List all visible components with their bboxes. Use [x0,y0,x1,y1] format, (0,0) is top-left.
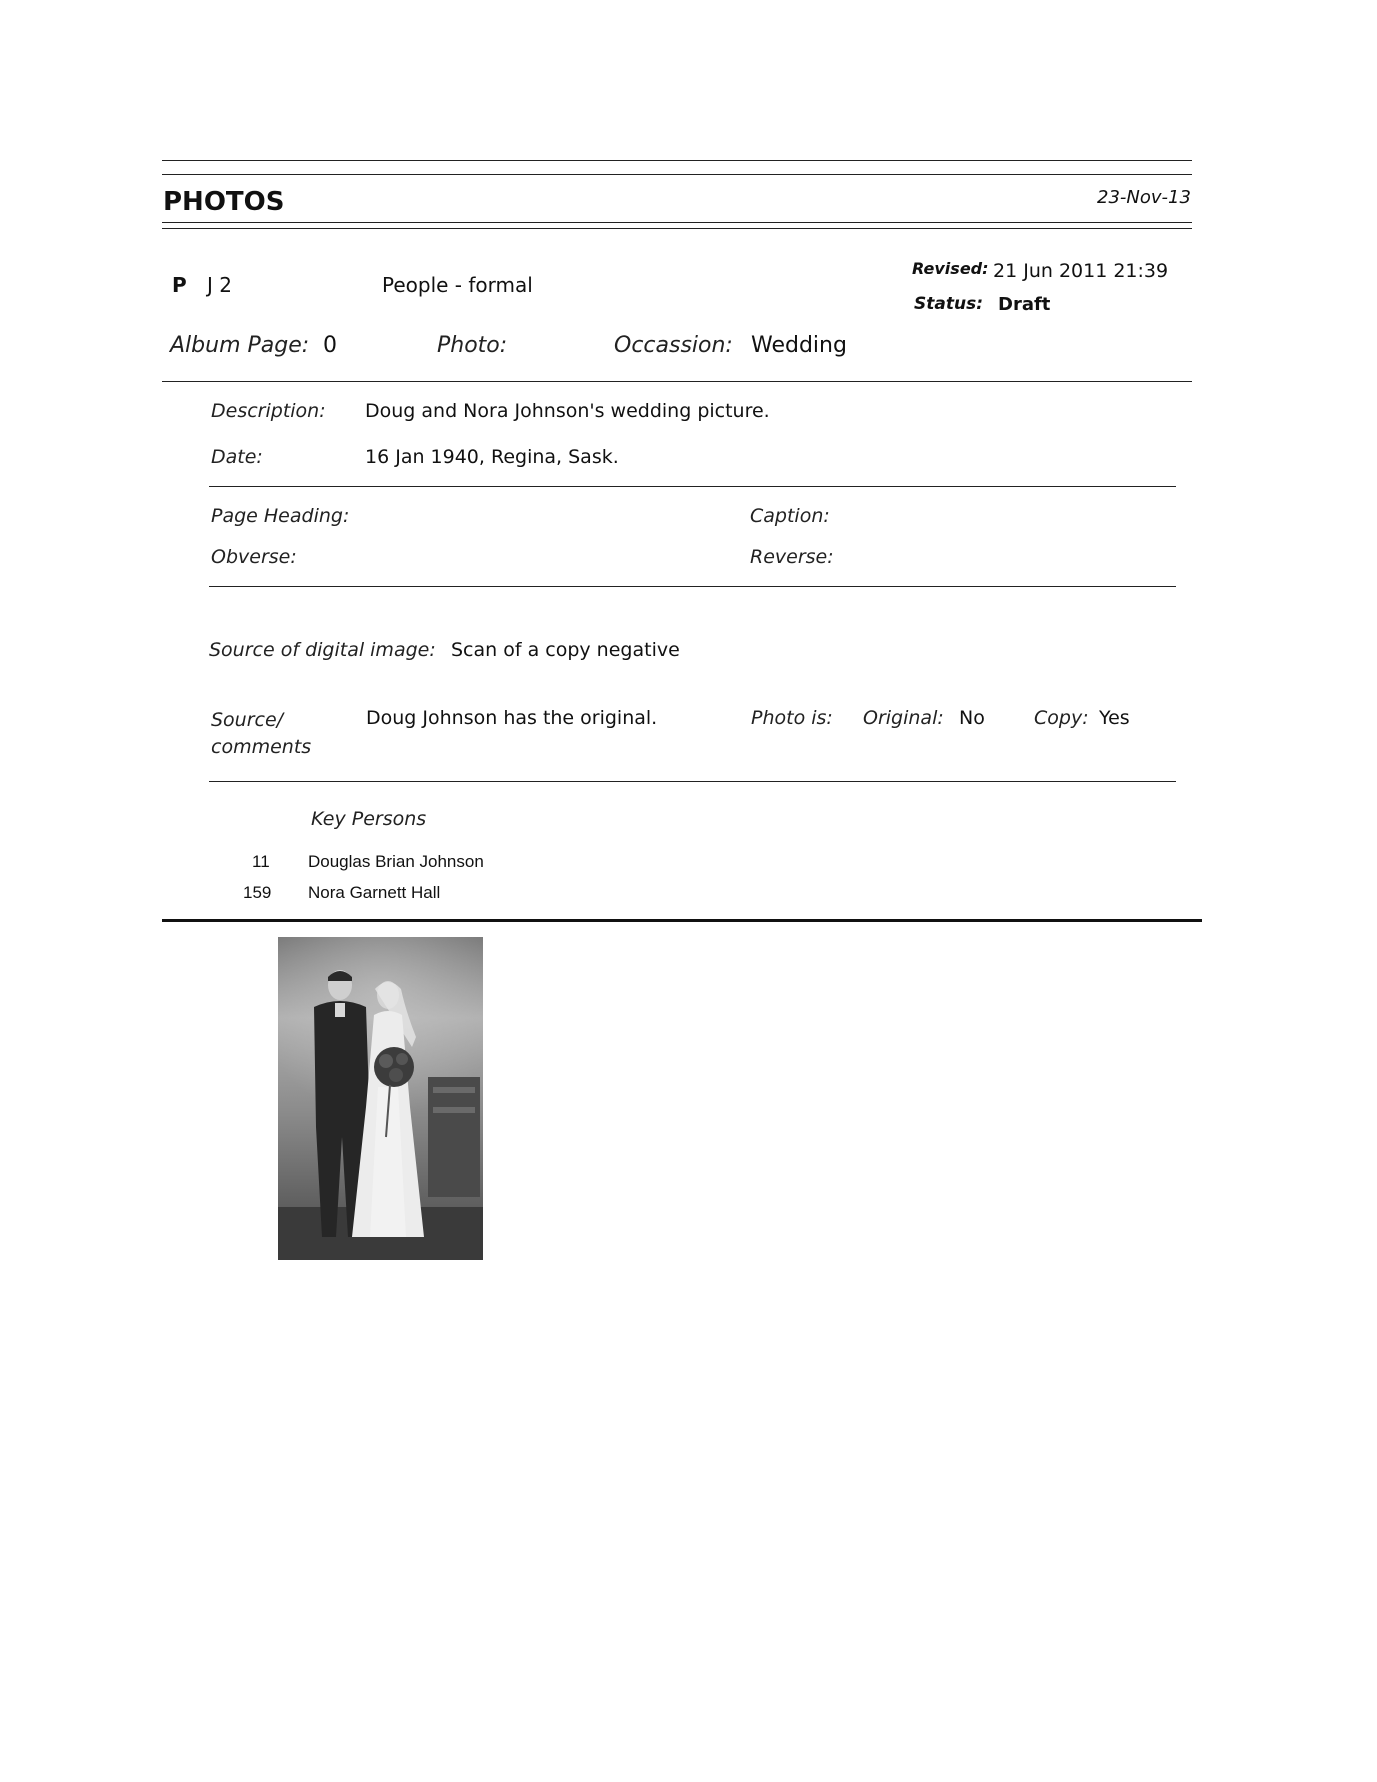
photo-label: Photo: [437,333,508,358]
header-top-rule [162,160,1192,161]
header-bottom-rule-2 [162,228,1192,229]
details-divider-2 [209,586,1176,587]
reverse-label: Reverse: [750,546,834,568]
page-heading-label: Page Heading: [211,505,350,527]
obverse-label: Obverse: [211,546,297,568]
header-bottom-rule [162,222,1192,223]
report-date: 23-Nov-13 [1097,187,1191,208]
record-id: J 2 [207,273,232,297]
wedding-photo-illustration [278,937,483,1260]
revised-label: Revised: [912,259,989,278]
occassion-label: Occassion: [614,333,733,358]
section-end-rule [162,919,1202,922]
source-comments-label [211,707,311,761]
key-persons-heading: Key Persons [311,808,427,830]
record-divider [162,381,1192,382]
source-digital-label: Source of digital image: [209,639,436,661]
caption-label: Caption: [750,505,830,527]
album-page-value: 0 [323,333,337,358]
key-person-row-1-num: 11 [252,852,270,871]
description-label: Description: [211,400,326,422]
source-comments-value: Doug Johnson has the original. [366,707,658,729]
details-divider-3 [209,781,1176,782]
photo-is-label: Photo is: [751,707,833,729]
occassion-value: Wedding [751,333,847,358]
wedding-photo [278,937,483,1260]
header-top-rule-2 [162,174,1192,175]
date-value: 16 Jan 1940, Regina, Sask. [365,446,619,468]
date-label: Date: [211,446,263,468]
details-divider-1 [209,486,1176,487]
source-comments-label-line2: comments [211,736,312,758]
status-value: Draft [998,294,1051,315]
record-prefix: P [172,273,187,297]
copy-value: Yes [1099,707,1130,729]
page-title: PHOTOS [163,187,285,217]
source-digital-value: Scan of a copy negative [451,639,680,661]
key-person-row-2-num: 159 [243,883,272,902]
status-label: Status: [914,294,983,314]
key-person-row-1-name: Douglas Brian Johnson [308,852,484,871]
record-category: People - formal [382,273,533,297]
album-page-label: Album Page: [170,333,310,358]
copy-label: Copy: [1034,707,1089,729]
source-comments-label-line1: Source/ [211,709,284,731]
original-label: Original: [863,707,944,729]
revised-value: 21 Jun 2011 21:39 [993,260,1169,282]
description-value: Doug and Nora Johnson's wedding picture. [365,400,770,422]
key-person-row-2-name: Nora Garnett Hall [308,883,441,902]
original-value: No [959,707,985,729]
